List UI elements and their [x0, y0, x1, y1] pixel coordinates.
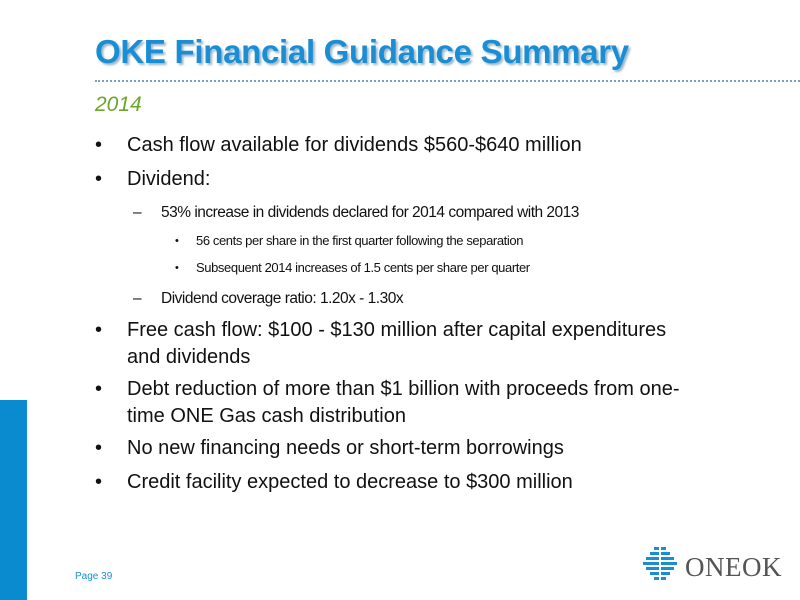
bullet-marker: • — [95, 134, 103, 156]
bullet-text: Free cash flow: $100 - $130 million after capital expenditures — [127, 319, 667, 341]
bullet-marker: • — [95, 471, 103, 493]
sub-bullet-text: 53% increase in dividends declared for 2014 compared with 2013 — [161, 204, 579, 221]
dash-marker: – — [133, 290, 142, 307]
page-number: Page 39 — [75, 571, 113, 582]
logo-wordmark: ONEOK — [685, 552, 782, 582]
bullet-marker: • — [175, 235, 179, 247]
slide-subtitle: 2014 — [95, 93, 142, 116]
bullet-text-continued: and dividends — [127, 346, 251, 368]
bullet-text: Dividend: — [127, 168, 211, 190]
bullet-marker: • — [95, 319, 103, 341]
sub-sub-bullet-text: 56 cents per share in the first quarter following the separation — [196, 233, 524, 248]
bullet-text: No new financing needs or short-term borrowings — [127, 437, 564, 459]
bullet-text: Debt reduction of more than $1 billion with proceeds from one- — [127, 378, 680, 400]
oneok-logo — [640, 545, 782, 585]
bullet-marker: • — [175, 262, 179, 274]
bullet-text: Credit facility expected to decrease to $300 million — [127, 471, 573, 493]
bullet-text: Cash flow available for dividends $560-$640 million — [127, 134, 582, 156]
slide-title: OKE Financial Guidance Summary — [95, 33, 629, 70]
bullet-text-continued: time ONE Gas cash distribution — [127, 405, 406, 427]
sub-bullet-text: Dividend coverage ratio: 1.20x - 1.30x — [161, 290, 404, 307]
sub-sub-bullet-text: Subsequent 2014 increases of 1.5 cents per share per quarter — [196, 260, 530, 275]
bullet-marker: • — [95, 168, 103, 190]
bullet-marker: • — [95, 437, 103, 459]
oneok-diamond-icon — [640, 545, 680, 585]
dash-marker: – — [133, 204, 142, 221]
bullet-marker: • — [95, 378, 103, 400]
